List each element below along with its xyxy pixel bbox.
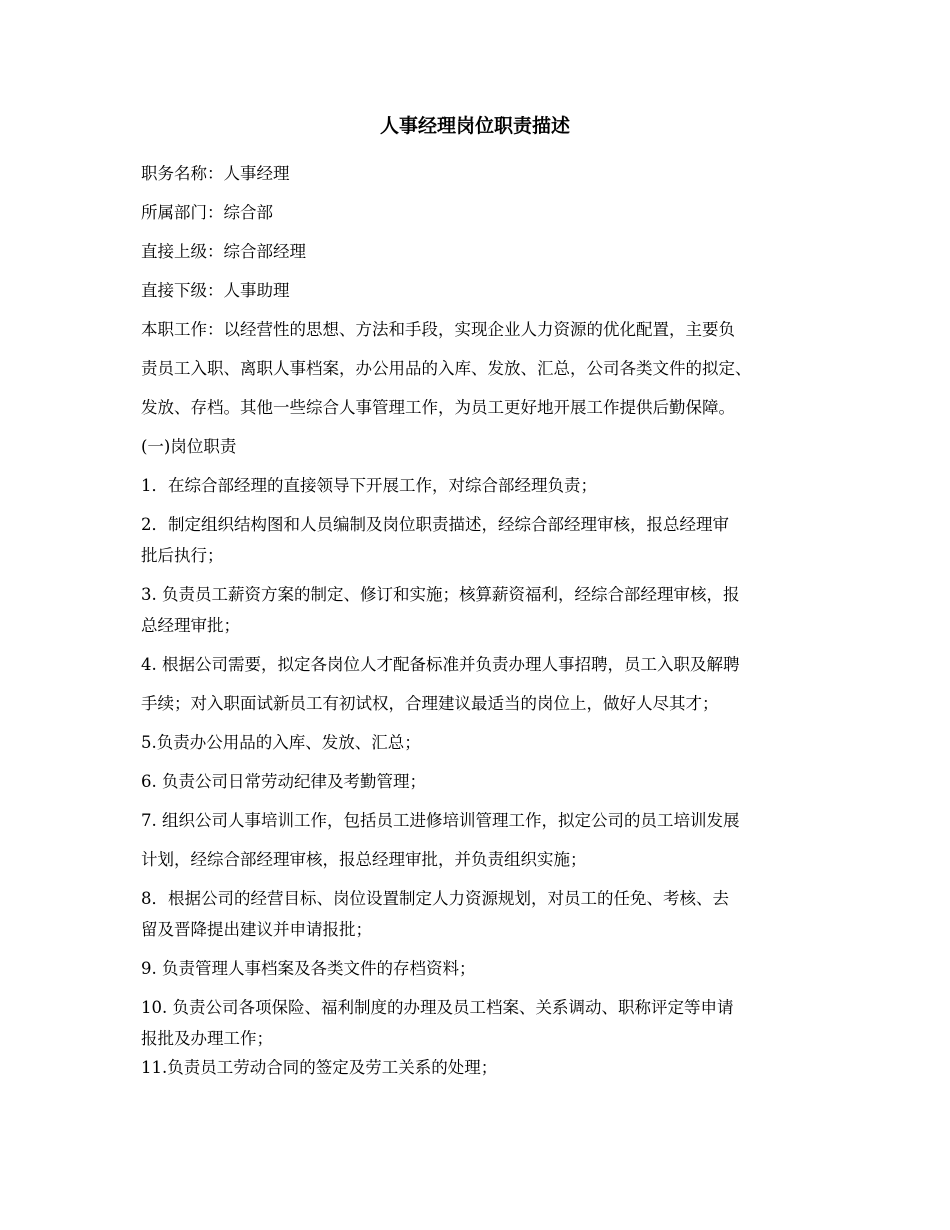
list-item: 11.负责员工劳动合同的签定及劳工关系的处理； <box>141 1058 498 1077</box>
list-item: 7. 组织公司人事培训工作，包括员工进修培训管理工作，拟定公司的员工培训发展 <box>141 811 740 830</box>
list-item-continued: 计划，经综合部经理审核，报总经理审批，并负责组织实施； <box>141 850 587 869</box>
text-line: 责员工入职、离职人事档案，办公用品的入库、发放、汇总，公司各类文件的拟定、 <box>141 359 752 378</box>
list-item: 3. 负责员工薪资方案的制定、修订和实施；核算薪资福利，经综合部经理审核，报 <box>141 585 740 604</box>
list-item-continued: 留及晋降提出建议并申请报批； <box>141 920 372 939</box>
text-line: 发放、存档。其他一些综合人事管理工作，为员工更好地开展工作提供后勤保障。 <box>141 398 735 417</box>
text-line: 直接下级：人事助理 <box>141 281 290 300</box>
list-item-continued: 报批及办理工作； <box>141 1029 273 1048</box>
list-item: 6. 负责公司日常劳动纪律及考勤管理； <box>141 772 426 791</box>
text-line: 本职工作：以经营性的思想、方法和手段，实现企业人力资源的优化配置，主要负 <box>141 320 735 339</box>
section-heading: (一)岗位职责 <box>141 437 237 456</box>
page-title: 人事经理岗位职责描述 <box>379 115 570 137</box>
list-item-continued: 手续；对入职面试新员工有初试权，合理建议最适当的岗位上，做好人尽其才； <box>141 694 719 713</box>
text-line: 所属部门：综合部 <box>141 203 273 222</box>
document-body <box>141 158 831 1081</box>
list-item: 5.负责办公用品的入库、发放、汇总； <box>141 733 421 752</box>
text-line: 直接上级：综合部经理 <box>141 242 306 261</box>
text-line: 职务名称：人事经理 <box>141 164 290 183</box>
list-item: 8．根据公司的经营目标、岗位设置制定人力资源规划，对员工的任免、考核、去 <box>141 889 729 908</box>
list-item-continued: 批后执行； <box>141 546 224 565</box>
list-item: 9. 负责管理人事档案及各类文件的存档资料； <box>141 959 476 978</box>
list-item-continued: 总经理审批； <box>141 616 240 635</box>
list-item: 4. 根据公司需要，拟定各岗位人才配备标准并负责办理人事招聘，员工入职及解聘 <box>141 655 740 674</box>
list-item: 10. 负责公司各项保险、福利制度的办理及员工档案、关系调动、职称评定等申请 <box>141 998 734 1017</box>
list-item: 1．在综合部经理的直接领导下开展工作，对综合部经理负责； <box>141 476 597 495</box>
list-item: 2．制定组织结构图和人员编制及岗位职责描述，经综合部经理审核，报总经理审 <box>141 515 729 534</box>
